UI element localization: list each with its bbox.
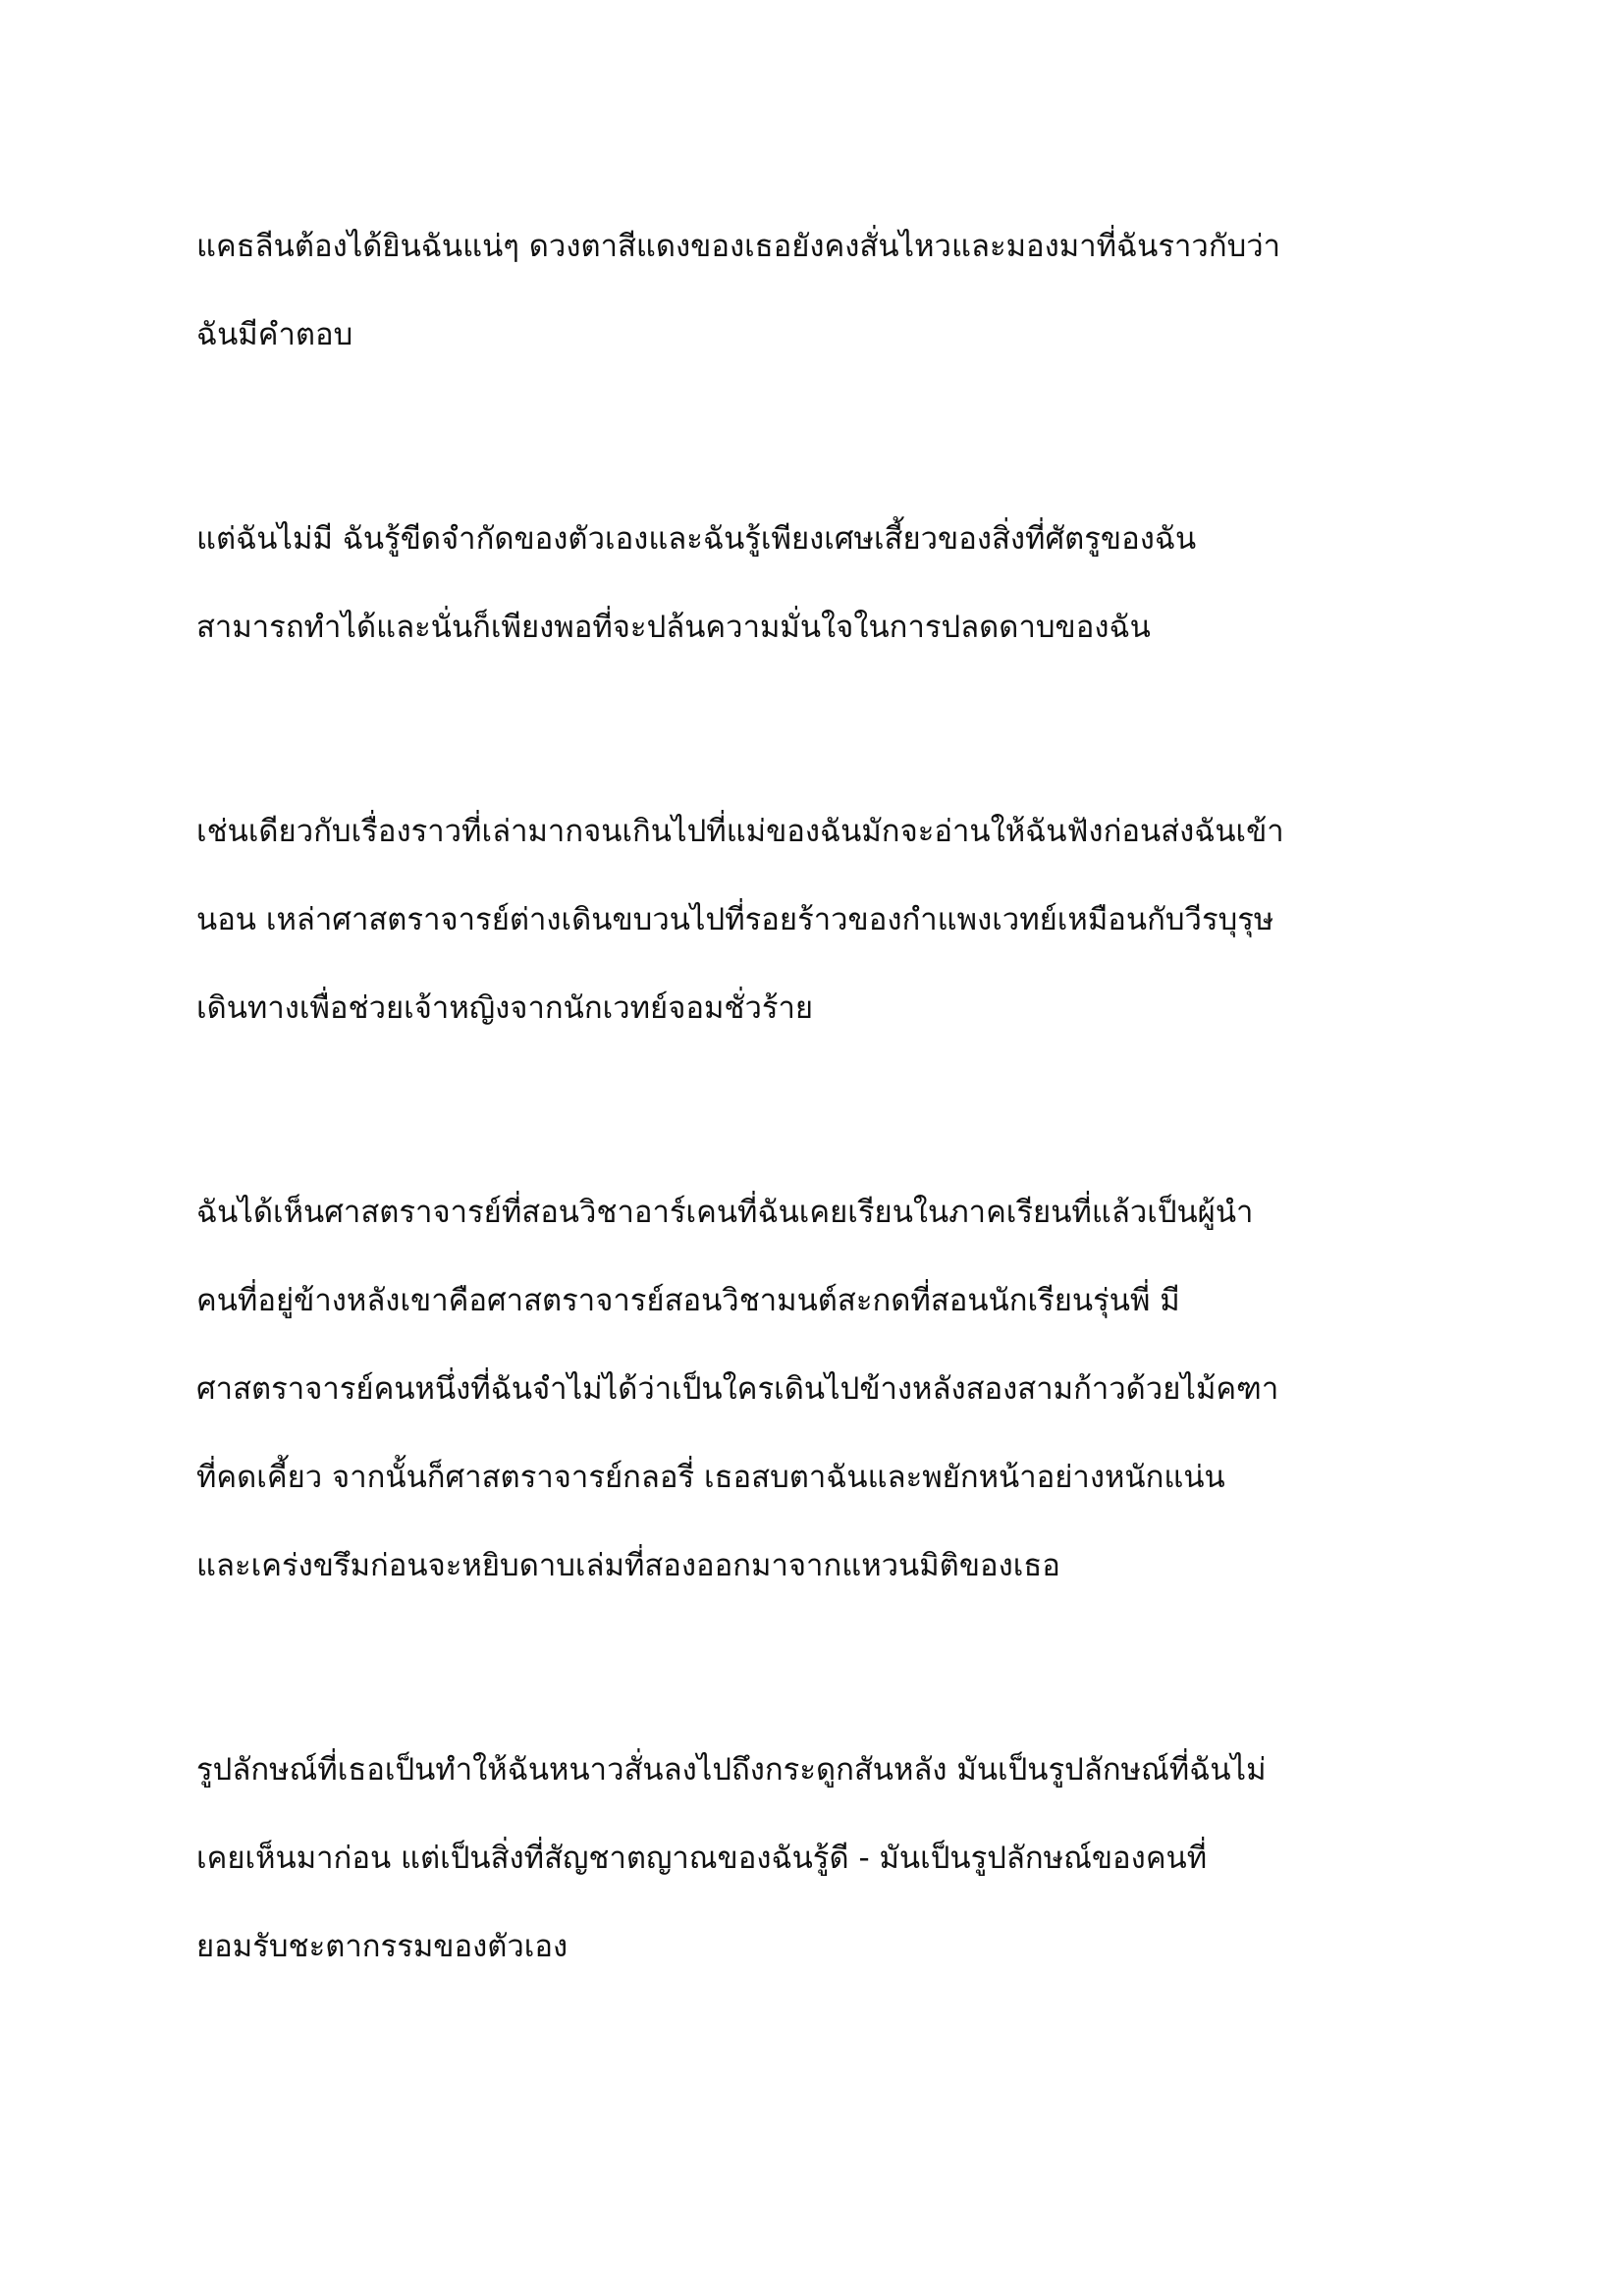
paragraph-line: รูปลักษณ์ที่เธอเป็นทำให้ฉันหนาวสั่นลงไปถึงกระดูกสันหลัง มันเป็นรูปลักษณ์ที่ฉันไม่ (196, 1752, 1267, 1788)
paragraph-line: คนที่อยู่ข้างหลังเขาคือศาสตราจารย์สอนวิชามนต์สะกดที่สอนนักเรียนรุ่นพี่ มี (196, 1283, 1180, 1318)
paragraph-line: ฉันได้เห็นศาสตราจารย์ที่สอนวิชาอาร์เคนที่ฉันเคยเรียนในภาคเรียนที่แล้วเป็นผู้นำ (196, 1195, 1254, 1230)
paragraph-3 (196, 787, 1443, 1052)
paragraph-line: ศาสตราจารย์คนหนึ่งที่ฉันจำไม่ได้ว่าเป็นใครเดินไปข้างหลังสองสามก้าวด้วยไม้คฑา (196, 1371, 1279, 1407)
paragraph-line: เดินทางเพื่อช่วยเจ้าหญิงจากนักเวทย์จอมชั่วร้าย (196, 990, 814, 1026)
paragraph-line: นอน เหล่าศาสตราจารย์ต่างเดินขบวนไปที่รอยร้าวของกำแพงเวทย์เหมือนกับวีรบุรุษ (196, 902, 1274, 937)
paragraph-line: ยอมรับชะตากรรมของตัวเอง (196, 1929, 568, 1964)
paragraph-5 (196, 1726, 1443, 1991)
paragraph-line: สามารถทำได้และนั่นก็เพียงพอที่จะปล้นความมั่นใจในการปลดดาบของฉัน (196, 610, 1151, 645)
paragraph-2 (196, 495, 1443, 671)
paragraph-line: เช่นเดียวกับเรื่องราวที่เล่ามากจนเกินไปที่แม่ของฉันมักจะอ่านให้ฉันฟังก่อนส่งฉันเข้า (196, 814, 1284, 849)
paragraph-line: แต่ฉันไม่มี ฉันรู้ขีดจำกัดของตัวเองและฉันรู้เพียงเศษเสี้ยวของสิ่งที่ศัตรูของฉัน (196, 521, 1197, 557)
document-body (196, 202, 1443, 1991)
paragraph-line: และเคร่งขรึมก่อนจะหยิบดาบเล่มที่สองออกมาจากแหวนมิติของเธอ (196, 1548, 1060, 1583)
paragraph-line: แคธลีนต้องได้ยินฉันแน่ๆ ดวงตาสีแดงของเธอยังคงสั่นไหวและมองมาที่ฉันราวกับว่า (196, 229, 1281, 264)
paragraph-line: ฉันมีคำตอบ (196, 317, 353, 352)
paragraph-line: เคยเห็นมาก่อน แต่เป็นสิ่งที่สัญชาตญาณของฉันรู้ดี - มันเป็นรูปลักษณ์ของคนที่ (196, 1841, 1208, 1876)
paragraph-4 (196, 1168, 1443, 1610)
paragraph-line: ที่คดเคี้ยว จากนั้นก็ศาสตราจารย์กลอรี่ เธอสบตาฉันและพยักหน้าอย่างหนักแน่น (196, 1460, 1225, 1495)
paragraph-1 (196, 202, 1443, 379)
